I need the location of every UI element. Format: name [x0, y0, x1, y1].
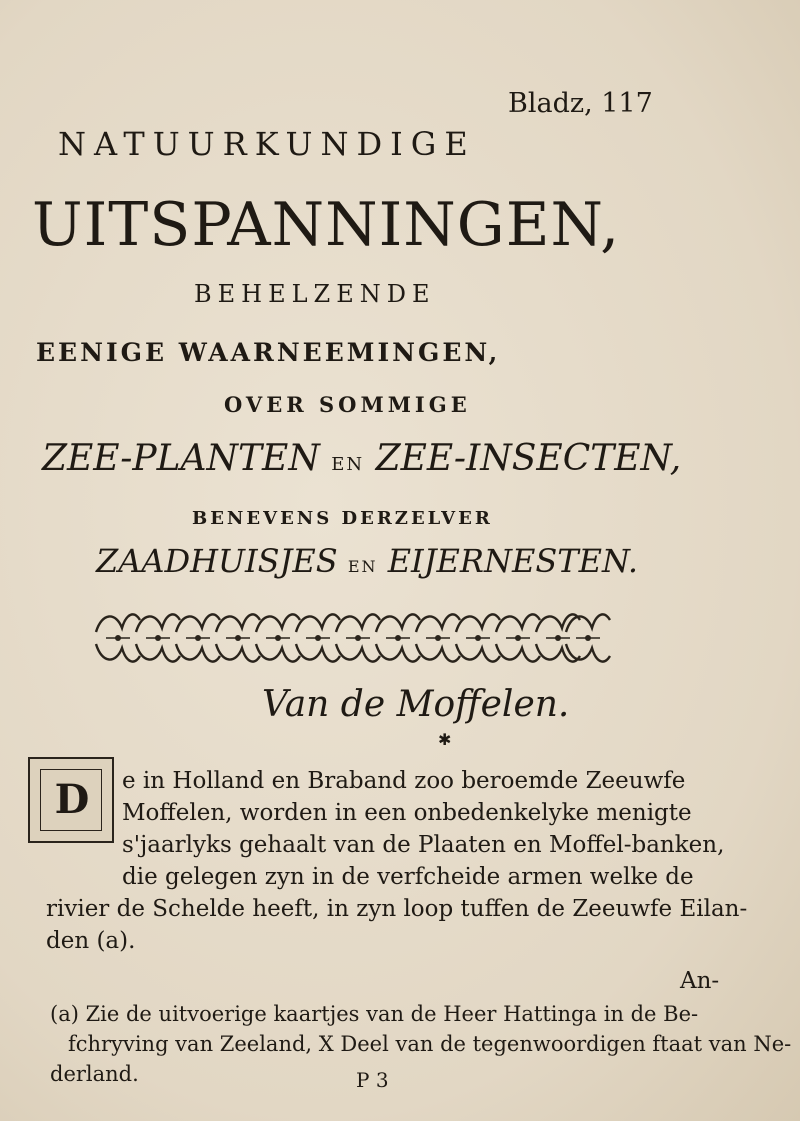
decorated-initial	[28, 757, 114, 843]
title-line-zee-planten	[42, 438, 681, 479]
running-header: Bladz, 117	[508, 88, 653, 119]
section-mark: ✱	[438, 730, 452, 749]
title-line-behelzende: BEHELZENDE	[194, 280, 436, 308]
body-line-4: die gelegen zyn in de verfcheide armen welke de	[122, 864, 694, 890]
footnote-line-1: (a) Zie de uitvoerige kaartjes van de Heer Hattinga in de Be-	[50, 1002, 699, 1026]
catchword: An-	[680, 968, 720, 994]
title-en-1: EN	[331, 454, 365, 475]
title-en-2: EN	[347, 557, 378, 576]
footnote-line-3: derland.	[50, 1062, 139, 1086]
title-zee-planten: ZEE-PLANTEN	[42, 438, 320, 479]
title-line-waarneemingen: EENIGE WAARNEEMINGEN,	[36, 338, 501, 367]
title-line-zaadhuisjes	[96, 542, 638, 580]
footnote-line-2: fchryving van Zeeland, X Deel van de tegenwoordigen ftaat van Ne-	[68, 1032, 792, 1056]
initial-frame	[40, 769, 102, 831]
drop-cap: D	[54, 776, 90, 823]
title-line-natuurkundige: NATUURKUNDIGE	[58, 125, 476, 163]
signature-mark: P 3	[356, 1068, 389, 1092]
title-zee-insecten: ZEE-INSECTEN,	[375, 438, 682, 479]
section-heading: Van de Moffelen.	[262, 684, 570, 725]
body-line-2: Moffelen, worden in een onbedenkelyke menigte	[122, 800, 692, 826]
body-line-1: e in Holland en Braband zoo beroemde Zeeuwfe	[122, 768, 686, 794]
title-zaadhuisjes: ZAADHUISJES	[96, 542, 338, 580]
body-line-3: s'jaarlyks gehaalt van de Plaaten en Moffel-banken,	[122, 832, 725, 858]
ornamental-border-icon	[92, 602, 612, 674]
title-line-over-sommige: OVER SOMMIGE	[224, 392, 471, 417]
title-line-benevens: BENEVENS DERZELVER	[192, 508, 493, 529]
title-line-uitspanningen: UITSPANNINGEN,	[32, 190, 621, 260]
body-line-5: rivier de Schelde heeft, in zyn loop tuffen de Zeeuwfe Eilan-	[46, 896, 748, 922]
body-line-6: den (a).	[46, 928, 136, 954]
title-eijernesten: EIJERNESTEN.	[387, 542, 639, 580]
